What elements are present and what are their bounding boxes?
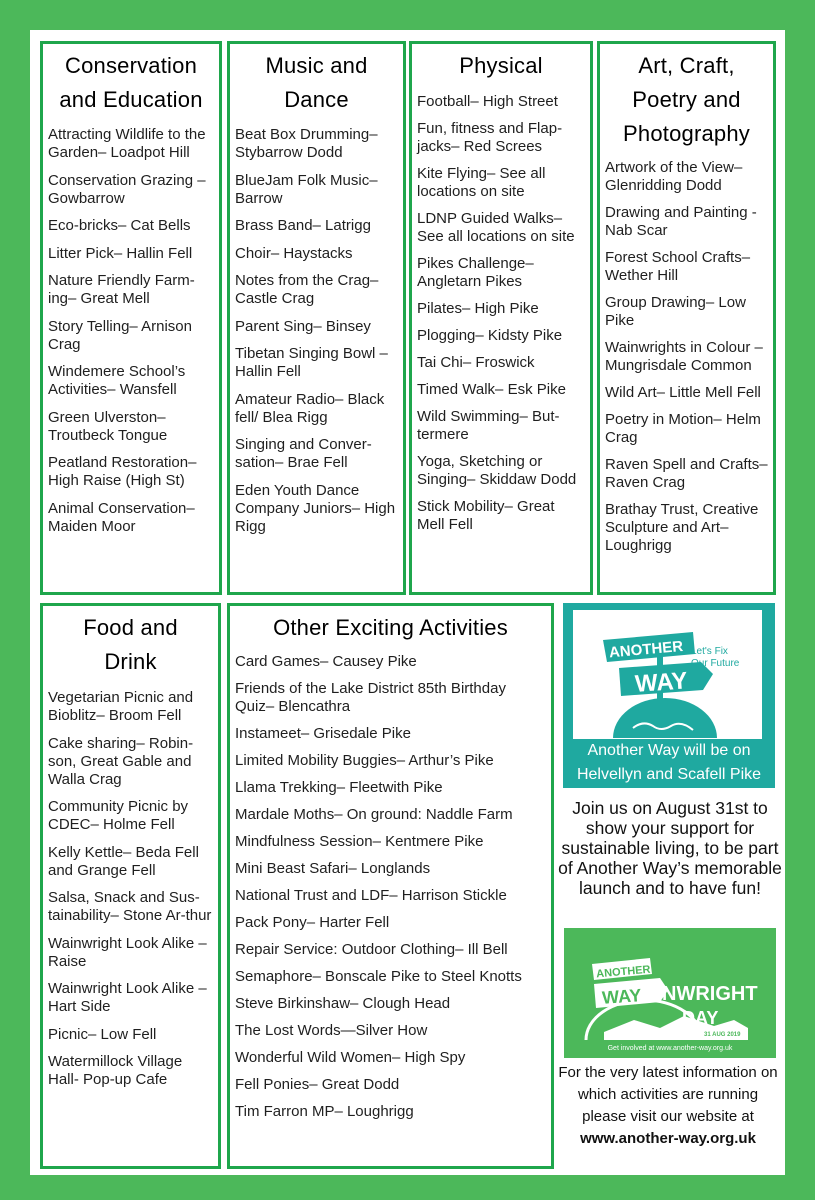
logo-word-way: WAY <box>634 667 689 698</box>
food-list <box>48 689 213 1089</box>
activity-item: Steve Birkinshaw– Clough Head <box>235 995 451 1012</box>
activity-item: Brathay Trust, Creative Sculpture and Art– Loughrigg <box>605 501 759 554</box>
activity-item: Peatland Restoration– High Raise (High St) <box>48 454 197 489</box>
day-logo-word-another: ANOTHER <box>595 963 651 981</box>
art-title: Art, Craft, Poetry and Photography <box>623 53 750 146</box>
activity-item: Amateur Radio– Black fell/ Blea Rigg <box>235 390 385 426</box>
activity-item: Limited Mobility Buggies– Arthur’s Pike <box>235 752 494 769</box>
activity-item: Litter Pick– Hallin Fell <box>48 244 193 262</box>
activity-item: Brass Band– Latrigg <box>235 217 371 234</box>
activity-item: Drawing and Painting -Nab Scar <box>605 204 757 239</box>
activity-item: Poetry in Motion– Helm Crag <box>605 411 761 446</box>
physical-list <box>417 93 585 534</box>
food-title: Food and Drink <box>83 615 178 674</box>
activity-item: BlueJam Folk Music– Barrow <box>235 171 378 207</box>
activity-item: Friends of the Lake District 85th Birthday Quiz– Blencathra <box>235 680 506 715</box>
activity-item: Kite Flying– See all locations on site <box>417 165 546 200</box>
other-title: Other Exciting Activities <box>273 615 508 640</box>
activity-item: Eden Youth Dance Company Juniors– High Rigg <box>235 481 396 535</box>
activity-item: Mindfulness Session– Kentmere Pike <box>235 833 484 850</box>
logo-word-another: ANOTHER <box>608 637 684 662</box>
activity-item: Notes from the Crag– Castle Crag <box>235 272 379 307</box>
activity-item: Green Ulverston– Troutbeck Tongue <box>48 408 168 444</box>
activity-item: Football– High Street <box>417 93 558 110</box>
conservation-title: Conservation and Education <box>59 53 203 112</box>
latest-info-text: For the very latest information on which activities are running please visit our website at <box>558 1064 778 1125</box>
activity-item: Wild Art– Little Mell Fell <box>605 384 761 401</box>
activity-item: Group Drawing– Low Pike <box>605 294 746 329</box>
activity-item: Wonderful Wild Women– High Spy <box>235 1049 466 1066</box>
globe-icon <box>613 698 717 738</box>
activity-item: Forest School Crafts– Wether Hill <box>605 249 751 284</box>
activity-item: Salsa, Snack and Sus-tainability– Stone Ar-thur <box>48 889 212 924</box>
music-box <box>227 41 406 595</box>
another-way-logo <box>573 610 762 739</box>
wainwright-day-icon <box>564 928 776 1058</box>
logo-caption: Another Way will be on Helvellyn and Scafell Pike <box>576 742 762 783</box>
other-list <box>235 653 546 1121</box>
activity-item: Mardale Moths– On ground: Naddle Farm <box>235 806 513 823</box>
activity-item: Yoga, Sketching or Singing– Skiddaw Dodd <box>417 453 577 488</box>
activity-item: Tibetan Singing Bowl – Hallin Fell <box>235 345 388 380</box>
activity-item: Wainwrights in Colour – Mungrisdale Common <box>605 339 763 374</box>
wainwright-day-logo <box>564 928 776 1058</box>
physical-title: Physical <box>459 53 543 78</box>
activity-item: Wild Swimming– But-termere <box>417 408 560 443</box>
activity-item: Card Games– Causey Pike <box>235 653 417 670</box>
other-box <box>227 603 554 1169</box>
music-list <box>235 126 398 536</box>
logo-tagline-2: Our Future <box>691 658 740 669</box>
activity-item: Singing and Conver-sation– Brae Fell <box>235 436 372 471</box>
day-logo-word-day: DAY <box>682 1008 719 1028</box>
activity-item: Pikes Challenge– Angletarn Pikes <box>417 255 534 290</box>
activity-item: Kelly Kettle– Beda Fell and Grange Fell <box>48 843 199 879</box>
activity-item: Raven Spell and Crafts– Raven Crag <box>605 456 768 491</box>
activity-item: Choir– Haystacks <box>235 244 353 262</box>
activity-item: Tim Farron MP– Loughrigg <box>235 1103 414 1120</box>
activity-item: Fun, fitness and Flap-jacks– Red Screes <box>417 120 563 155</box>
day-logo-date: 31 AUG 2019 <box>704 1032 741 1038</box>
activity-item: Eco-bricks– Cat Bells <box>48 217 191 234</box>
activity-item: Llama Trekking– Fleetwith Pike <box>235 779 443 796</box>
activity-item: Semaphore– Bonscale Pike to Steel Knotts <box>235 968 522 985</box>
music-title: Music and Dance <box>265 53 368 112</box>
join-us-text: Join us on August 31st to show your support for sustainable living, to be part of Another Way’s memorable launch and to have fun! <box>558 798 782 898</box>
activity-item: Parent Sing– Binsey <box>235 317 371 335</box>
website-link[interactable]: www.another-way.org.uk <box>580 1130 756 1147</box>
conservation-list <box>48 126 214 536</box>
activity-item: Pilates– High Pike <box>417 300 539 317</box>
activity-item: Attracting Wildlife to the Garden– Loadpot Hill <box>48 126 206 161</box>
activity-item: Story Telling– Arnison Crag <box>48 317 192 353</box>
activity-item: Fell Ponies– Great Dodd <box>235 1076 400 1093</box>
art-box <box>597 41 776 595</box>
activity-item: Picnic– Low Fell <box>48 1025 157 1043</box>
day-logo-word-nwright: NWRIGHT <box>662 983 758 1005</box>
art-list <box>605 159 768 555</box>
physical-box <box>409 41 593 595</box>
activity-item: National Trust and LDF– Harrison Stickle <box>235 887 507 904</box>
activity-item: Cake sharing– Robin-son, Great Gable and Walla Crag <box>48 734 194 788</box>
food-box <box>40 603 221 1169</box>
activity-item: Mini Beast Safari– Longlands <box>235 860 431 877</box>
activity-item: Artwork of the View– Glenridding Dodd <box>605 159 743 194</box>
activity-item: Pack Pony– Harter Fell <box>235 914 390 931</box>
activity-item: Tai Chi– Froswick <box>417 354 535 371</box>
day-logo-footer: Get involved at www.another-way.org.uk <box>607 1045 733 1052</box>
activity-item: Community Picnic by CDEC– Holme Fell <box>48 798 189 833</box>
logo-tagline-1: Let's Fix <box>691 646 728 657</box>
activity-item: Nature Friendly Farm-ing– Great Mell <box>48 272 195 307</box>
activity-item: Repair Service: Outdoor Clothing– Ill Bell <box>235 941 508 958</box>
activity-item: Animal Conservation– Maiden Moor <box>48 499 195 535</box>
activity-item: Vegetarian Picnic and Bioblitz– Broom Fell <box>48 689 194 724</box>
activity-item: Wainwright Look Alike – Raise <box>48 934 207 970</box>
activity-item: Timed Walk– Esk Pike <box>417 381 566 398</box>
activity-item: Plogging– Kidsty Pike <box>417 327 563 344</box>
activity-item: LDNP Guided Walks– See all locations on site <box>417 210 575 245</box>
activity-item: The Lost Words—Silver How <box>235 1022 428 1039</box>
activity-item: Stick Mobility– Great Mell Fell <box>417 498 555 533</box>
signpost-globe-icon <box>573 610 762 739</box>
activity-item: Windemere School’s Activities– Wansfell <box>48 363 186 398</box>
conservation-box <box>40 41 222 595</box>
activity-item: Watermillock Village Hall- Pop-up Cafe <box>48 1053 183 1088</box>
activity-item: Conservation Grazing – Gowbarrow <box>48 171 206 207</box>
activity-item: Beat Box Drumming– Stybarrow Dodd <box>235 126 378 161</box>
day-logo-word-way: WAY <box>601 985 643 1008</box>
poster-sheet <box>30 30 785 1175</box>
activity-item: Wainwright Look Alike – Hart Side <box>48 980 207 1015</box>
activity-item: Instameet– Grisedale Pike <box>235 725 411 742</box>
latest-info <box>556 1062 780 1150</box>
another-way-logo-panel <box>563 603 775 788</box>
